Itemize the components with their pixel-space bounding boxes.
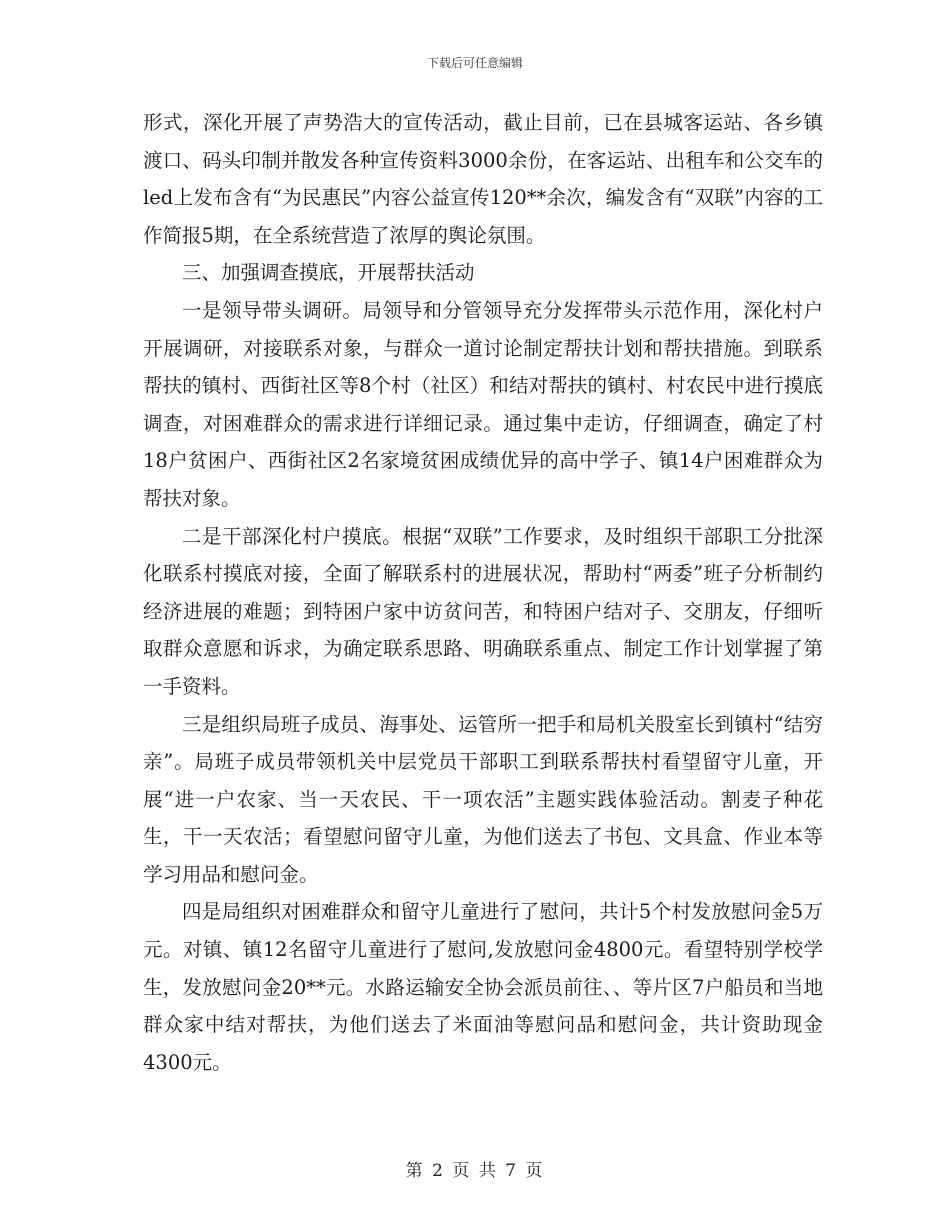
page-number-footer: 第 2 页 共 7 页	[405, 1161, 545, 1181]
paragraph-cadre-survey: 二是干部深化村户摸底。根据“双联”工作要求，及时组织干部职工分批深化联系村摸底对接，全面了解联系村的进展状况，帮助村“两委”班子分析制约经济进展的难题；到特困户家中访贫问苦，和特困户结对子、交朋友，仔细听取群众意愿和诉求，为确定联系思路、明确联系重点、制定工作计划掌握了第一手资料。	[143, 524, 823, 698]
paragraph-continuation: 形式，深化开展了声势浩大的宣传活动，截止目前，已在县城客运站、各乡镇渡口、码头印制并散发各种宣传资料3000余份，在客运站、出租车和公交车的led上发布含有“为民惠民”内容公益宣传120**余次，编发含有“双联”内容的工作简报5期，在全系统营造了浓厚的舆论氛围。	[143, 111, 823, 247]
paragraph-leader-research: 一是领导带头调研。局领导和分管领导充分发挥带头示范作用，深化村户开展调研，对接联系对象，与群众一道讨论制定帮扶计划和帮扶措施。到联系帮扶的镇村、西街社区等8个村（社区）和结对帮扶的镇村、村农民中进行摸底调查，对困难群众的需求进行详细记录。通过集中走访，仔细调查，确定了村18户贫困户、西街社区2名家境贫困成绩优异的高中学子、镇14户困难群众为帮扶对象。	[143, 298, 823, 510]
document-body	[143, 104, 823, 1081]
page-header: 下载后可任意编辑	[426, 56, 523, 70]
section-heading: 三、加强调查摸底，开展帮扶活动	[182, 261, 475, 285]
paragraph-condolence: 四是局组织对困难群众和留守儿童进行了慰问，共计5个村发放慰问金5万元。对镇、镇12名留守儿童进行了慰问,发放慰问金4800元。看望特别学校学生，发放慰问金20**元。水路运输安全协会派员前往、、等片区7户船员和当地群众家中结对帮扶，为他们送去了米面油等慰问品和慰问金，共计资助现金4300元。	[143, 900, 823, 1074]
paragraph-pairing-visit: 三是组织局班子成员、海事处、运管所一把手和局机关股室长到镇村“结穷亲”。局班子成员带领机关中层党员干部职工到联系帮扶村看望留守儿童，开展“进一户农家、当一天农民、干一项农活”主题实践体验活动。割麦子种花生，干一天农活；看望慰问留守儿童，为他们送去了书包、文具盒、作业本等学习用品和慰问金。	[143, 712, 823, 886]
